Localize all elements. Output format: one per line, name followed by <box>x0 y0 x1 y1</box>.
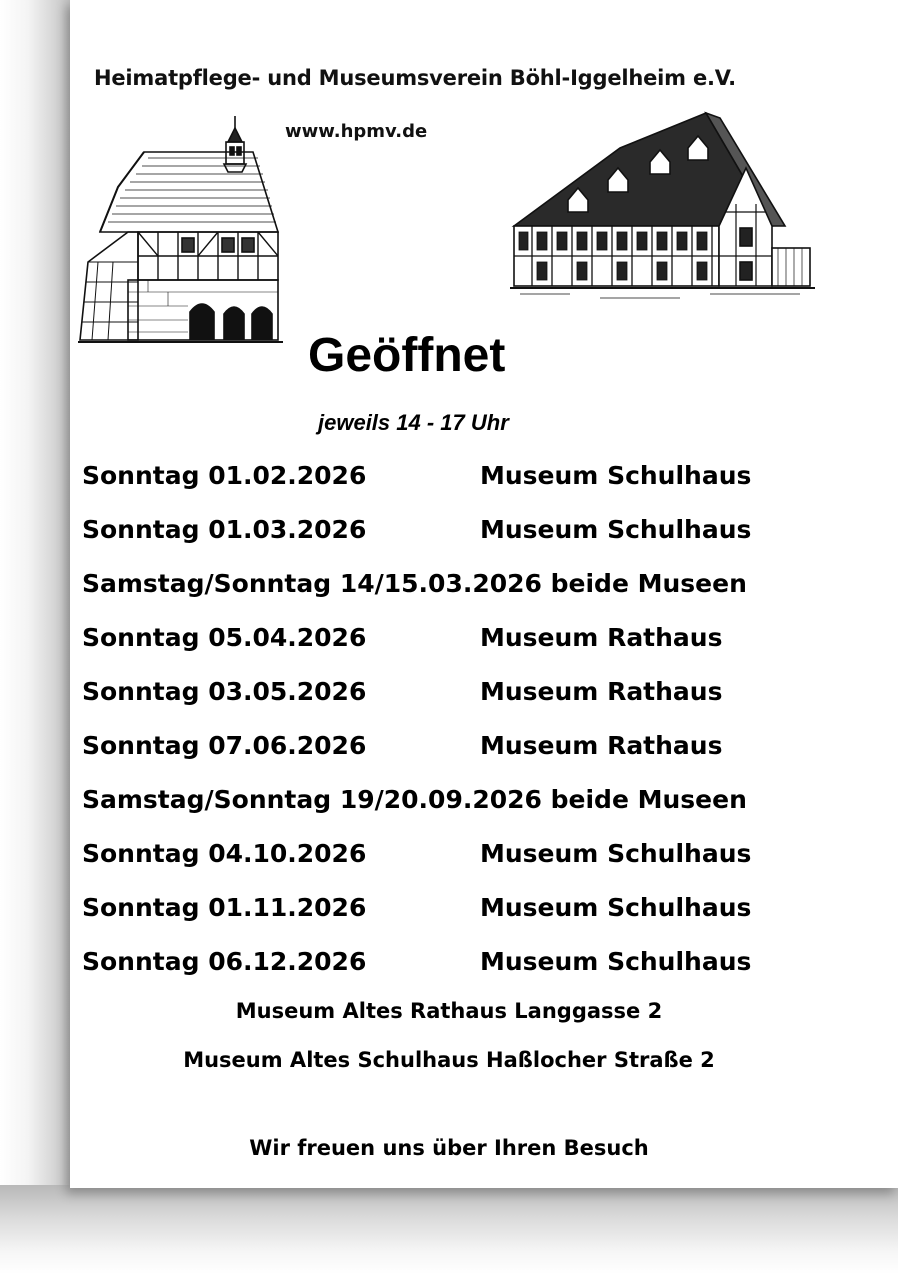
schedule-row <box>82 456 842 510</box>
schedule-row <box>82 942 842 996</box>
headline-opened: Geöffnet <box>308 329 506 382</box>
schedule-date: Sonntag 01.11.2026 <box>82 893 367 922</box>
schedule-row <box>82 564 842 618</box>
page-shadow-left <box>0 0 70 1274</box>
schedule-date: Sonntag 01.03.2026 <box>82 515 367 544</box>
schedule-date: Samstag/Sonntag 19/20.09.2026 beide Museen <box>82 785 747 814</box>
schedule-museum: Museum Schulhaus <box>480 515 752 544</box>
schedule-date: Sonntag 01.02.2026 <box>82 461 367 490</box>
organization-title: Heimatpflege- und Museumsverein Böhl-Iggelheim e.V. <box>94 66 736 90</box>
address-schulhaus: Museum Altes Schulhaus Haßlocher Straße 2 <box>183 1048 715 1072</box>
schedule-museum: Museum Schulhaus <box>480 947 752 976</box>
old-town-hall-drawing <box>78 112 283 347</box>
schedule-museum: Museum Rathaus <box>480 677 723 706</box>
page-shadow-bottom <box>0 1185 898 1274</box>
schedule-date: Sonntag 07.06.2026 <box>82 731 367 760</box>
closing-message: Wir freuen uns über Ihren Besuch <box>249 1136 649 1160</box>
schedule-date: Sonntag 03.05.2026 <box>82 677 367 706</box>
schedule-row <box>82 672 842 726</box>
schedule-row <box>82 888 842 942</box>
schedule-row <box>82 618 842 672</box>
schedule-list <box>82 456 842 996</box>
schedule-museum: Museum Schulhaus <box>480 893 752 922</box>
half-timbered-schoolhouse-drawing <box>510 108 815 308</box>
schedule-museum: Museum Rathaus <box>480 623 723 652</box>
schedule-museum: Museum Schulhaus <box>480 461 752 490</box>
address-rathaus: Museum Altes Rathaus Langgasse 2 <box>235 999 663 1023</box>
schedule-date: Sonntag 04.10.2026 <box>82 839 367 868</box>
schedule-museum: Museum Schulhaus <box>480 839 752 868</box>
opening-hours: jeweils 14 - 17 Uhr <box>318 410 509 435</box>
schedule-museum: Museum Rathaus <box>480 731 723 760</box>
website-link[interactable]: www.hpmv.de <box>285 121 428 142</box>
schedule-date: Sonntag 06.12.2026 <box>82 947 367 976</box>
schedule-date: Samstag/Sonntag 14/15.03.2026 beide Museen <box>82 569 747 598</box>
schedule-date: Sonntag 05.04.2026 <box>82 623 367 652</box>
schedule-row <box>82 780 842 834</box>
schedule-row <box>82 834 842 888</box>
schedule-row <box>82 510 842 564</box>
schedule-row <box>82 726 842 780</box>
